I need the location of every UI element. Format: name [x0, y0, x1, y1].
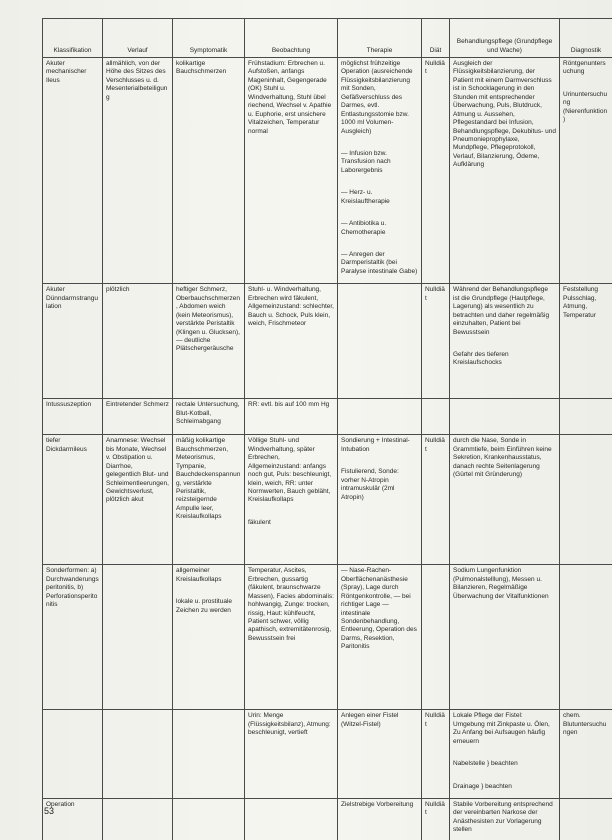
cell-pflege: [450, 58, 560, 284]
cell-diaet: [422, 798, 450, 840]
cell-text: Völlige Stuhl- und Windverhaltung, später Erbrechen, Allgemeinzustand: anfangs noch gut, Puls: beschleunigt, klein, weich, RR: unter Normwerten, Bauch gebläht, Kreislaufkollaps: [248, 437, 332, 504]
cell-pflege: [450, 798, 560, 840]
cell-text: Nulldiät: [425, 60, 445, 76]
cell-text: Anlegen einer Fistel (Witzel-Fistel): [341, 712, 399, 728]
cell-verlauf: [103, 284, 173, 399]
cell-text: Nulldiät: [425, 437, 445, 453]
cell-text: Urin: Menge (Flüssigkeitsbilanz), Atmung: beschleunigt, vertieft: [248, 712, 331, 737]
cell-klassifikation: [43, 565, 103, 710]
cell-beobachtung: [245, 565, 338, 710]
cell-verlauf: [103, 58, 173, 284]
cell-text: kolikartige Bauchschmerzen: [176, 60, 227, 76]
cell-diagnostik: [560, 399, 612, 435]
cell-text: Akuter mechanischer Ileus: [46, 60, 87, 84]
cell-klassifikation: [43, 710, 103, 799]
cell-text: allgemeiner Kreislaufkollaps: [176, 567, 222, 583]
cell-symptomatik: [173, 565, 245, 710]
table-row: [43, 58, 612, 284]
cell-text: mäßig kolikartige Bauchschmerzen, Meteorismus, Tympanie, Bauchdeckenspannung, verstärkte Peristaltik, reizsteigernde Ampulle leer, Kreislaufkollaps: [176, 437, 241, 521]
cell-diagnostik: [560, 798, 612, 840]
cell-therapie: [338, 399, 422, 435]
cell-beobachtung: [245, 399, 338, 435]
col-header-therapie: Therapie: [338, 19, 422, 58]
cell-therapie: [338, 710, 422, 799]
cell-text: Lokale Pflege der Fistel: Umgebung mit Zinkpaste u. Ölen, Zu Anfang bei Aufsaugen häufig erneuern: [453, 712, 550, 745]
cell-text: lokale u. prostituale Zeichen zu werden: [176, 598, 233, 614]
cell-klassifikation: [43, 284, 103, 399]
cell-beobachtung: [245, 284, 338, 399]
page-number: 53: [44, 806, 55, 816]
cell-text: Akuter Dünndarmstrangulation: [46, 286, 99, 311]
col-header-klassifikation: Klassifikation: [43, 19, 103, 58]
col-header-verlauf: Verlauf: [103, 19, 173, 58]
cell-text: Fistulierend, Sonde: vorher N-Atropin intramuskulär (2ml Atropin): [341, 468, 399, 501]
cell-symptomatik: [173, 399, 245, 435]
cell-pflege: [450, 399, 560, 435]
table-row: [43, 565, 612, 710]
header-row: [43, 19, 612, 58]
table-row: [43, 284, 612, 399]
col-header-pflege: Behandlungspflege (Grundpflege und Wache): [450, 19, 560, 58]
cell-diagnostik: [560, 284, 612, 399]
cell-verlauf: [103, 710, 173, 799]
cell-text: Stabile Vorbereitung entsprechend der vereinbarten Narkose der Anästhesisten zur Vorlagerung stellen: [453, 800, 553, 834]
col-header-diaet: Diät: [422, 19, 450, 58]
cell-text: heftiger Schmerz, Oberbauchschmerzen, Abdomen weich (kein Meteorismus), verstärkte Peristaltik (Klingen u. Glucksen), — deutliche Plätschergeräusche: [176, 286, 240, 353]
cell-diagnostik: [560, 710, 612, 799]
cell-text: Eintretender Schmerz: [106, 401, 169, 409]
cell-text: Ausgleich der Flüssigkeitsbilanzierung, der Patient mit einem Darmverschluss ist in Schocklagerung in den Stunden mit entsprechender Überwachung, Puls, Blutdruck, Atmung u. Aussehen, Pflegestandard bei Infusion, Behandlungspflege, Dekubitus- und Pneumonieprophylaxe, Mundpflege, Pflegeprotokoll, Verlauf, Bilanzierung, Ödeme, Aufklärung: [453, 60, 556, 169]
cell-text: Operation: [46, 800, 75, 808]
cell-text: — Herz- u. Kreislauftherapie: [341, 189, 390, 205]
cell-diagnostik: [560, 435, 612, 565]
cell-beobachtung: [245, 435, 338, 565]
cell-therapie: [338, 565, 422, 710]
cell-text: Frühstadium: Erbrechen u. Aufstoßen, anfangs Mageninhalt, Gegengerade (OK) Stuhl u. Windverhaltung, Stuhl übel riechend, Wechsel v. Apathie u. Euphorie, erst unsichere Vitalzeichen, Temperatur normal: [248, 60, 332, 135]
cell-text: Gefahr des tieferen Kreislaufschocks: [453, 350, 509, 367]
cell-symptomatik: [173, 58, 245, 284]
cell-verlauf: [103, 565, 173, 710]
cell-diaet: [422, 435, 450, 565]
cell-text: durch die Nase, Sonde in Grammtiefe, beim Einführen keine Sekretion, Krankenhausstatus, danach rechte Seitenlagerung (Gürtel mit Gründerung): [453, 437, 552, 479]
cell-text: Drainage } beachten: [453, 782, 512, 790]
cell-verlauf: [103, 798, 173, 840]
nursing-table: [42, 18, 612, 840]
cell-text: Nabelstelle } beachten: [453, 760, 518, 768]
cell-symptomatik: [173, 284, 245, 399]
cell-verlauf: [103, 399, 173, 435]
cell-therapie: [338, 435, 422, 565]
cell-text: Während der Behandlungspflege ist die Grundpflege (Hautpflege, Lagerung) als wesentlich zu betrachten und daher regelmäßig einzuhalten, Patient bei Bewusstsein: [453, 286, 550, 336]
cell-text: Nulldiät: [425, 800, 445, 817]
cell-klassifikation: [43, 399, 103, 435]
cell-klassifikation: [43, 435, 103, 565]
cell-text: — Nase-Rachen-Oberflächenanästhesie (Spray), Lage durch Röntgenkontrolle, — bei richtiger Lage — intestinale Sondenbehandlung, Entleerung, Operation des Darms, Resektion, Paritonitis: [341, 567, 417, 651]
cell-diaet: [422, 58, 450, 284]
col-header-symptomatik: Symptomatik: [173, 19, 245, 58]
table-row: [43, 435, 612, 565]
cell-text: fäkulent: [248, 518, 271, 526]
cell-text: Sonderformen: a) Durchwanderungsperitonitis, b) Perforationsperitonitis: [46, 567, 99, 609]
cell-verlauf: [103, 435, 173, 565]
cell-diaet: [422, 399, 450, 435]
cell-text: chem. Blutuntersuchungen: [563, 712, 607, 737]
cell-text: Urinuntersuchung (Nierenfunktion): [563, 90, 608, 124]
table-row: [43, 798, 612, 840]
cell-text: rectale Untersuchung, Blut-Kotball, Schleimabgang: [176, 401, 240, 426]
cell-text: — Antibiotika u. Chemotherapie: [341, 220, 387, 236]
table-row: [43, 399, 612, 435]
cell-text: plötzlich: [106, 286, 130, 294]
cell-text: Zielstrebige Vorbereitung: [341, 800, 414, 808]
cell-klassifikation: [43, 798, 103, 840]
table-row: [43, 710, 612, 799]
cell-diagnostik: [560, 565, 612, 710]
cell-text: RR: evtl. bis auf 100 mm Hg: [248, 401, 330, 409]
cell-text: Sondierung + Intestinal-Intubation: [341, 437, 410, 453]
cell-therapie: [338, 284, 422, 399]
cell-therapie: [338, 798, 422, 840]
cell-beobachtung: [245, 58, 338, 284]
cell-text: Intussuszeption: [46, 401, 92, 409]
cell-therapie: [338, 58, 422, 284]
cell-text: — Infusion bzw. Transfusion nach Laborergebnis: [341, 149, 391, 174]
cell-diaet: [422, 284, 450, 399]
cell-text: tiefer Dickdarmileus: [46, 437, 87, 453]
cell-diagnostik: [560, 58, 612, 284]
cell-beobachtung: [245, 710, 338, 799]
cell-pflege: [450, 710, 560, 799]
cell-text: möglichst frühzeitige Operation (ausreichende Flüssigkeitsbilanzierung mit Sonden, Gefäßverschluss des Darmes, evtl. Entlastungsstomie bzw. 1000 ml Volumen-Ausgleich): [341, 60, 413, 135]
cell-pflege: [450, 435, 560, 565]
cell-pflege: [450, 284, 560, 399]
col-header-beobachtung: Beobachtung: [245, 19, 338, 58]
cell-text: Temperatur, Ascites, Erbrechen, gussartig (fäkulent, braunschwarze Massen), Facies abdominalis: hohlwangig, Zunge: trocken, rissig, Haut: kühlfeucht, Patient schwer, völlig apathisch, extremitätenrosig, Bewusstsein frei: [248, 567, 334, 642]
cell-text: Röntgenuntersuchung: [563, 60, 606, 76]
cell-text: Anamnese: Wechsel bis Monate, Wechsel v. Obstipation u. Diarrhoe, gelegentlich Blut- und Schleimentleerungen, Gewichtsverlust, plötzlich akut: [106, 437, 169, 504]
col-header-diagnostik: Diagnostik: [560, 19, 612, 58]
cell-diaet: [422, 565, 450, 710]
cell-beobachtung: [245, 798, 338, 840]
cell-diaet: [422, 710, 450, 799]
cell-text: Feststellung Pulsschlag, Atmung, Temperatur: [563, 286, 599, 319]
cell-symptomatik: [173, 710, 245, 799]
cell-klassifikation: [43, 58, 103, 284]
cell-pflege: [450, 565, 560, 710]
cell-text: allmählich, von der Höhe des Sitzes des Verschlusses u. d. Mesenterialbeteiligung: [106, 60, 168, 101]
cell-text: Stuhl- u. Windverhaltung, Erbrechen wird fäkulent, Allgemeinzustand: schlechter, Bauch u. Schock, Puls klein, weich, Frischmeteor: [248, 286, 334, 328]
cell-text: — Anregen der Darmperistaltik (bei Paralyse intestinale Gabe): [341, 251, 418, 275]
cell-text: Sodium Lungenfunktion (Pulmonalstelllung), Messen u. Bilanzieren, Regelmäßige Überwachung der Vitalfunktionen: [453, 567, 549, 600]
cell-text: Nulldiät: [425, 286, 445, 302]
cell-symptomatik: [173, 798, 245, 840]
cell-text: Nulldiät: [425, 712, 445, 728]
cell-symptomatik: [173, 435, 245, 565]
